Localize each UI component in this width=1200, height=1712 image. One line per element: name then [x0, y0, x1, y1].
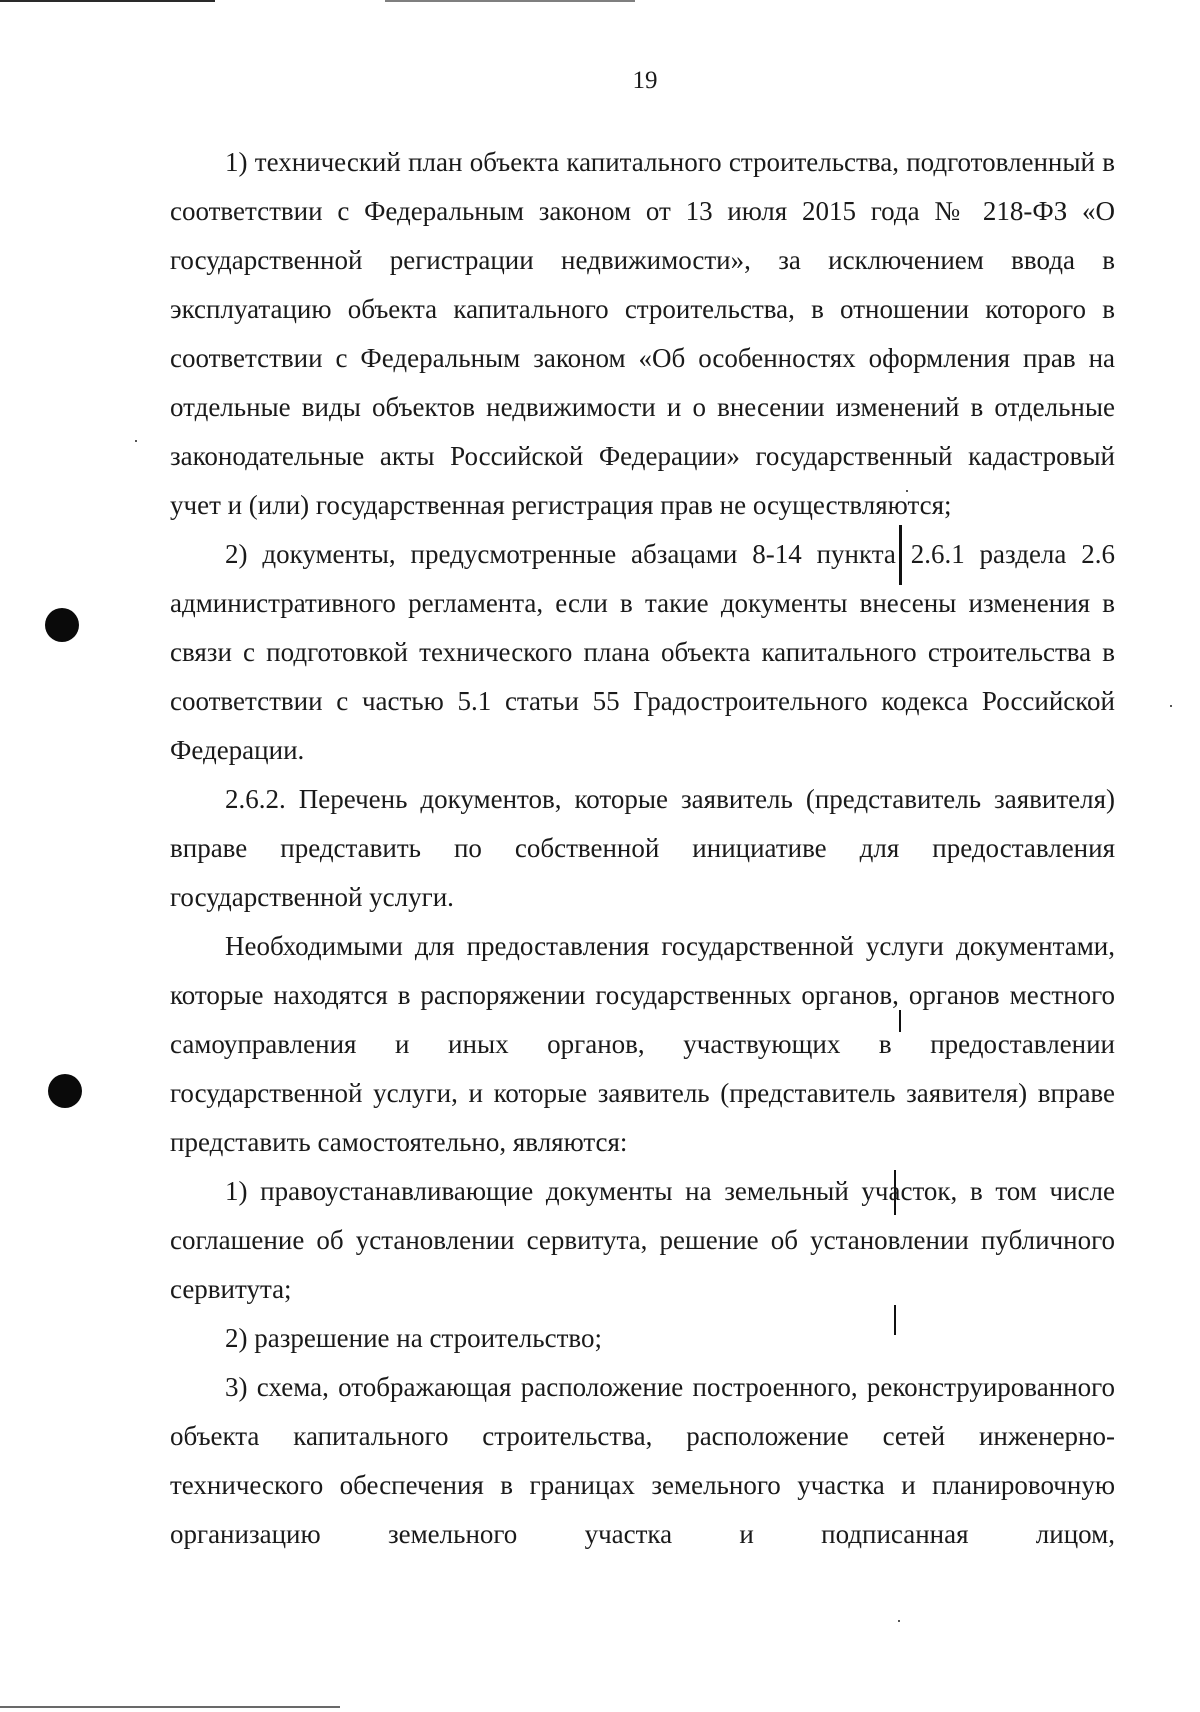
scan-speck — [135, 440, 137, 442]
paragraph-land-rights-documents: 1) правоустанавливающие документы на земельный участок, в том числе соглашение об установлении сервитута, решение об установлении публичного сервитута; — [170, 1176, 1115, 1304]
paragraph-documents-8-14: 2) документы, предусмотренные абзацами 8-14 пункта 2.6.1 раздела 2.6 административного регламента, если в такие документы внесены изменения в связи с подготовкой технического плана объекта капитального строительства в соответствии с частью 5.1 статьи 55 Градостроительного кодекса Российской Федерации. — [170, 539, 1115, 765]
scan-edge-line — [385, 0, 635, 2]
scan-edge-line — [0, 1706, 340, 1708]
paragraph-layout-scheme: 3) схема, отображающая расположение построенного, реконструированного объекта капитального строительства, расположение сетей инженерно-технического обеспечения в границах земельного участка и планировочную организацию земельного участка и подписанная лицом, — [170, 1372, 1115, 1549]
paragraph-section-2-6-2: 2.6.2. Перечень документов, которые заявитель (представитель заявителя) вправе представить по собственной инициативе для предоставления государственной услуги. — [170, 784, 1115, 912]
document-body — [170, 138, 1115, 1559]
punch-hole — [45, 608, 79, 642]
scan-speck — [1170, 705, 1172, 707]
paragraph-required-documents: Необходимыми для предоставления государственной услуги документами, которые находятся в распоряжении государственных органов, органов местного самоуправления и иных органов, участвующих в предоставлении государственной услуги, и которые заявитель (представитель заявителя) вправе представить самостоятельно, являются: — [170, 931, 1115, 1157]
paragraph-technical-plan: 1) технический план объекта капитального строительства, подготовленный в соответствии с Федеральным законом от 13 июля 2015 года № 218-ФЗ «О государственной регистрации недвижимости», за исключением ввода в эксплуатацию объекта капитального строительства, в отношении которого в соответствии с Федеральным законом «Об особенностях оформления прав на отдельные виды объектов недвижимости и о внесении изменений в отдельные законодательные акты Российской Федерации» государственный кадастровый учет и (или) государственная регистрация прав не осуществляются; — [170, 147, 1115, 520]
scan-edge-line — [0, 0, 215, 2]
scan-speck — [898, 1620, 900, 1622]
page-number: 19 — [632, 67, 658, 94]
punch-hole — [48, 1074, 82, 1108]
paragraph-building-permit: 2) разрешение на строительство; — [225, 1323, 602, 1353]
